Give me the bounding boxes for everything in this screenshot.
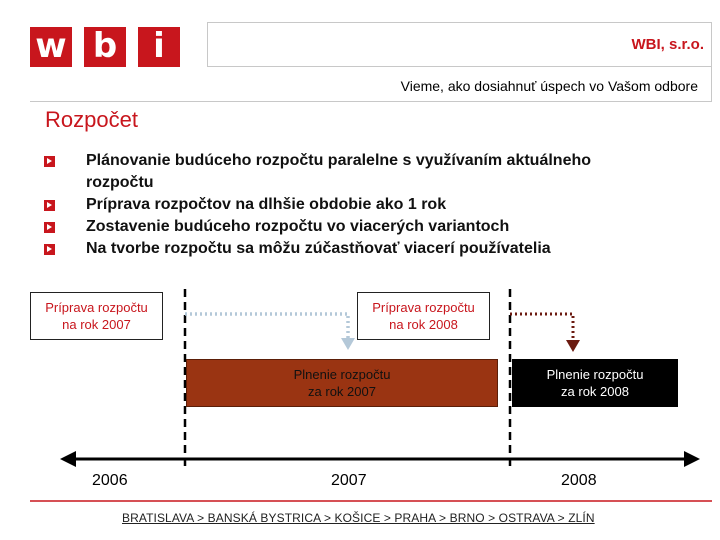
logo-letter-b: b: [84, 27, 126, 67]
logo-letter-w: w: [30, 27, 72, 67]
timeline-right-arrow-icon: [684, 451, 700, 467]
exec2007-line2: za rok 2007: [308, 384, 376, 399]
logo-letter-i: i: [138, 27, 180, 67]
year-2008: 2008: [561, 472, 597, 489]
exec2007-line1: Plnenie rozpočtu: [293, 367, 391, 382]
bullet-text: Plánovanie budúceho rozpočtu paralelne s využívaním aktuálneho rozpočtu: [86, 152, 592, 191]
exec2008-box: [512, 359, 678, 407]
prep2007-line1: Príprava rozpočtu: [45, 300, 148, 315]
exec2007-box: [186, 359, 498, 407]
exec2008-arrowhead-icon: [566, 340, 580, 352]
footer-cities: BRATISLAVA > BANSKÁ BYSTRICA > KOŠICE > PRAHA > BRNO > OSTRAVA > ZLÍN: [122, 511, 595, 525]
exec2008-line2: za rok 2008: [561, 384, 629, 399]
prep2008-line2: na rok 2008: [389, 317, 458, 332]
exec2008-line1: Plnenie rozpočtu: [546, 367, 644, 382]
bullet-text: Zostavenie budúceho rozpočtu vo viacerých variantoch: [86, 218, 510, 235]
year-2006: 2006: [92, 472, 128, 489]
prep2007-line2: na rok 2007: [62, 317, 131, 332]
exec2008-dotted-arrow: [510, 314, 573, 342]
company-name: WBI, s.r.o.: [631, 36, 704, 53]
timeline-left-arrow-icon: [60, 451, 76, 467]
year-2007: 2007: [331, 472, 367, 489]
bullet-text: Príprava rozpočtov na dlhšie obdobie ako 1 rok: [86, 196, 447, 213]
prep2008-dotted-arrow: [185, 314, 348, 340]
prep2007-box: [30, 292, 163, 340]
prep2008-arrowhead-icon: [341, 338, 355, 350]
slide-title: Rozpočet: [45, 107, 138, 132]
tagline: Vieme, ako dosiahnuť úspech vo Vašom odbore: [400, 78, 698, 94]
prep2008-box: [357, 292, 490, 340]
bullet-text: Na tvorbe rozpočtu sa môžu zúčastňovať viacerí používatelia: [86, 240, 551, 257]
prep2008-line1: Príprava rozpočtu: [372, 300, 475, 315]
